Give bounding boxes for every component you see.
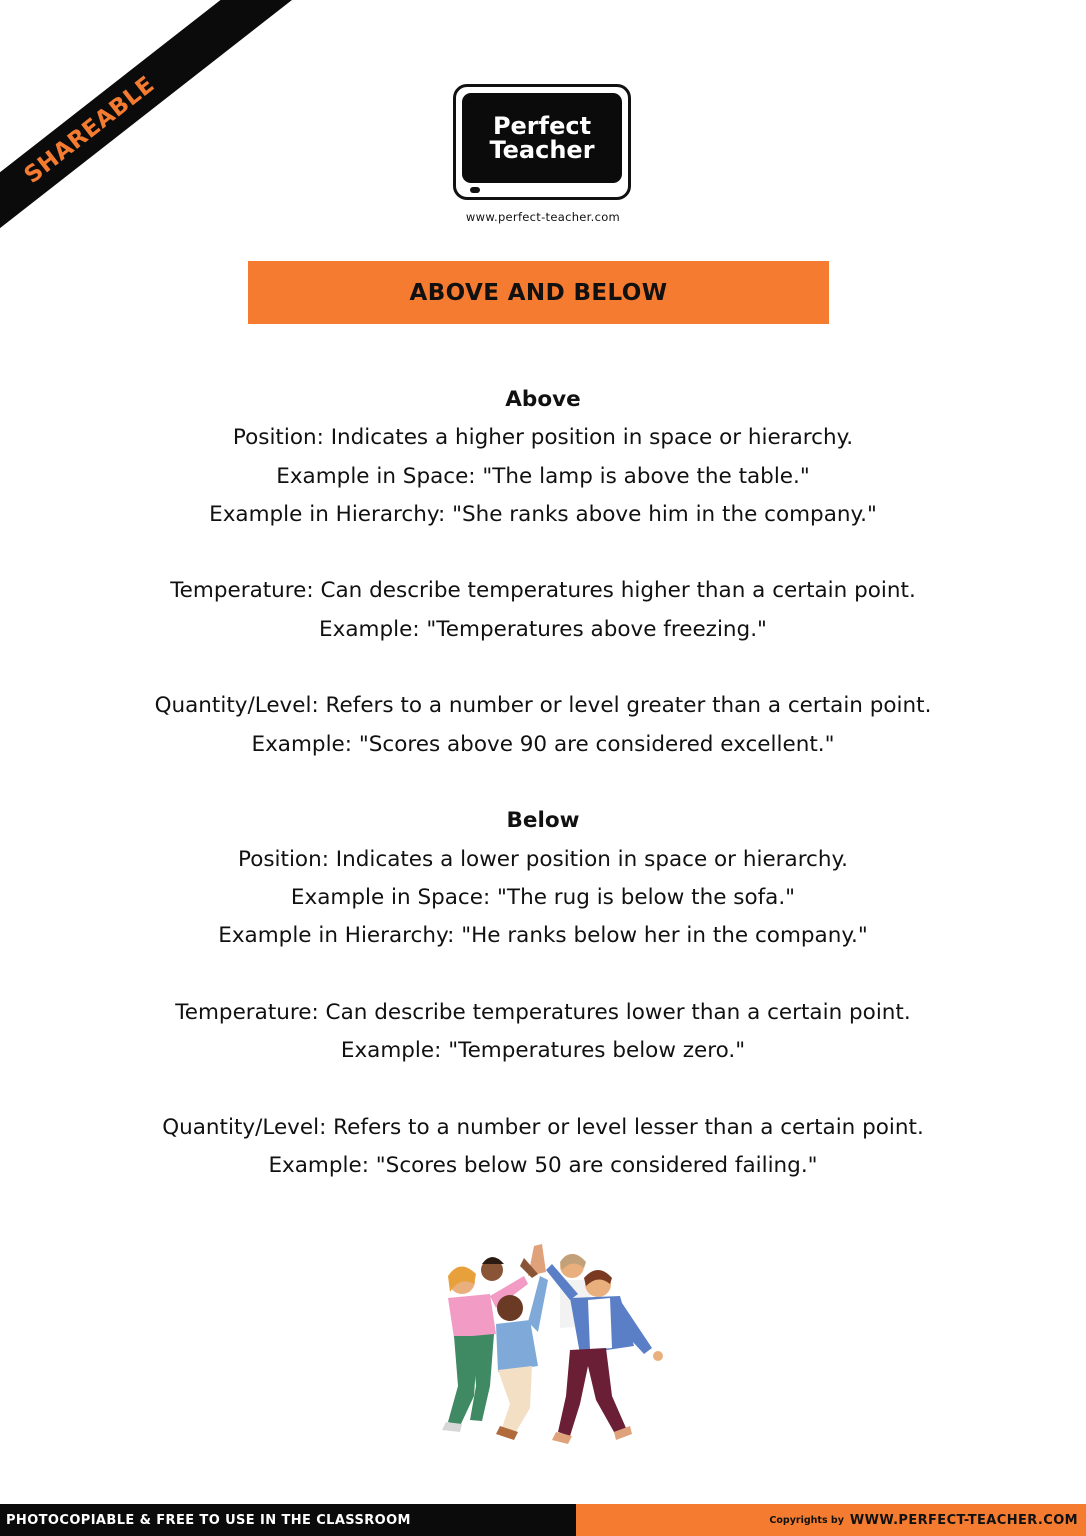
logo-frame [453, 84, 631, 200]
shareable-label: SHAREABLE [19, 71, 160, 189]
footer-left-text: PHOTOCOPIABLE & FREE TO USE IN THE CLASSROOM [6, 1512, 411, 1528]
footer-right-bar [576, 1504, 1086, 1536]
above-example-space: Example in Space: "The lamp is above the table." [276, 463, 810, 489]
people-high-five-illustration-icon [420, 1236, 670, 1451]
above-example-hierarchy: Example in Hierarchy: "She ranks above him in the company." [209, 501, 877, 527]
above-temperature: Temperature: Can describe temperatures higher than a certain point. [170, 578, 916, 604]
below-temperature-example: Example: "Temperatures below zero." [340, 1038, 746, 1064]
logo-screen [462, 93, 622, 183]
above-heading: Above [505, 387, 581, 412]
page-title: ABOVE AND BELOW [409, 279, 668, 306]
logo-line-1: Perfect [492, 112, 592, 140]
corner-ribbon [0, 0, 300, 300]
logo-dot-icon [470, 187, 480, 193]
perfect-teacher-logo [453, 84, 633, 202]
above-quantity: Quantity/Level: Refers to a number or level greater than a certain point. [154, 693, 932, 719]
above-position: Position: Indicates a higher position in space or hierarchy. [232, 425, 854, 451]
above-quantity-example: Example: "Scores above 90 are considered excellent." [251, 731, 835, 757]
below-quantity: Quantity/Level: Refers to a number or level lesser than a certain point. [162, 1114, 924, 1140]
below-example-space: Example in Space: "The rug is below the sofa." [290, 884, 796, 910]
title-bar [248, 261, 829, 324]
logo-url: www.perfect-teacher.com [465, 210, 621, 224]
below-example-hierarchy: Example in Hierarchy: "He ranks below her in the company." [218, 923, 868, 949]
below-quantity-example: Example: "Scores below 50 are considered failing." [268, 1152, 818, 1178]
shareable-banner [0, 0, 297, 255]
footer-left-bar [0, 1504, 576, 1536]
copyright-prefix: Copyrights by [769, 1514, 844, 1526]
above-temperature-example: Example: "Temperatures above freezing." [319, 616, 767, 642]
below-position: Position: Indicates a lower position in space or hierarchy. [238, 846, 848, 872]
below-heading: Below [506, 808, 580, 834]
logo-line-2: Teacher [489, 136, 595, 164]
main-content [40, 381, 1046, 1185]
below-temperature: Temperature: Can describe temperatures lower than a certain point. [175, 999, 911, 1025]
copyright-url[interactable]: WWW.PERFECT-TEACHER.COM [849, 1512, 1078, 1528]
